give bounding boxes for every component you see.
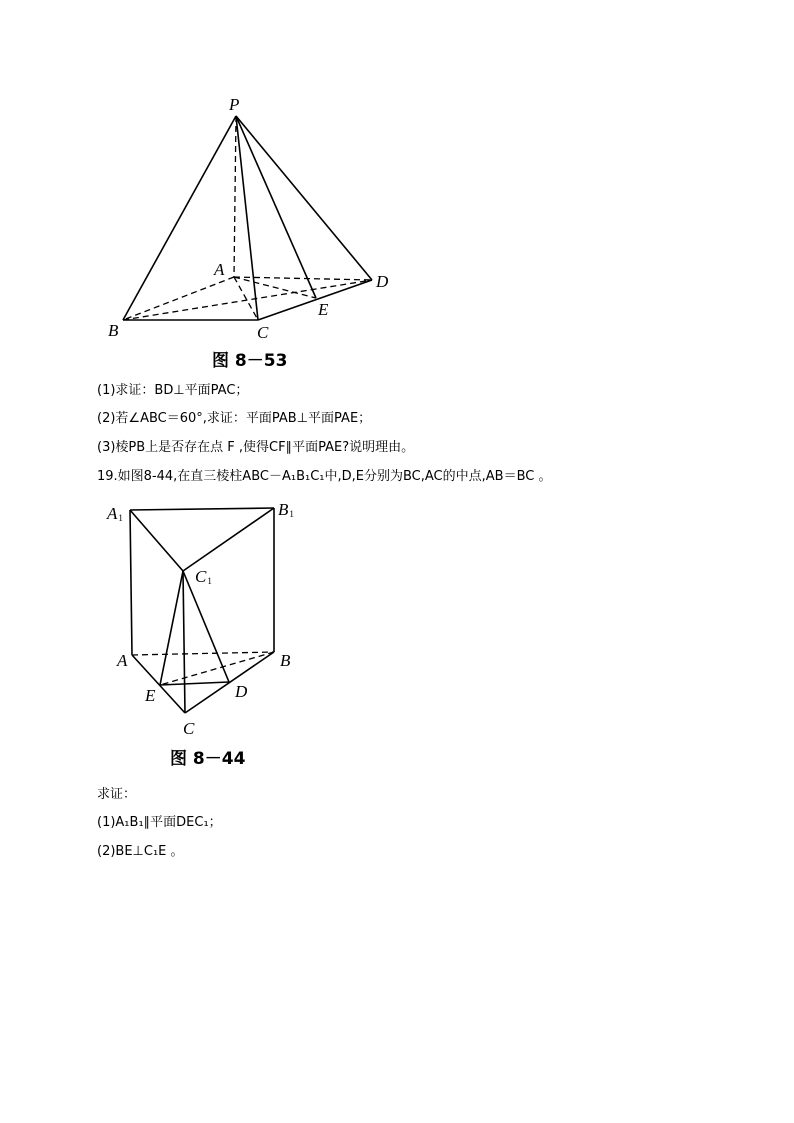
label-C: C bbox=[183, 719, 195, 738]
figure-caption: 图 8－53 bbox=[212, 351, 288, 371]
q19-part1: (1)A₁B₁∥平面DEC₁； bbox=[97, 815, 222, 830]
edge-B1C1 bbox=[183, 508, 274, 571]
label-E: E bbox=[318, 300, 329, 319]
edge-BC bbox=[185, 652, 274, 713]
label-D: D bbox=[235, 682, 248, 701]
q18-part3: (3)棱PB上是否存在点 F ,使得CF∥平面PAE?说明理由。 bbox=[97, 440, 415, 455]
figure-caption: 图 8－44 bbox=[170, 749, 246, 769]
edge-AA1 bbox=[130, 510, 132, 655]
edge-A1C1 bbox=[130, 510, 183, 571]
label-D: D bbox=[376, 272, 389, 291]
q19-stem: 19.如图8-44,在直三棱柱ABC－A₁B₁C₁中,D,E分别为BC,AC的中点,AB＝BC 。 bbox=[97, 469, 552, 484]
edge-BE bbox=[160, 652, 274, 685]
label-A1: A1 bbox=[107, 504, 123, 523]
figure-8-53 bbox=[95, 90, 415, 380]
edge-PD bbox=[236, 116, 372, 280]
edge-A1B1 bbox=[130, 508, 274, 510]
edge-C1D bbox=[183, 571, 229, 682]
label-A: A bbox=[214, 260, 225, 279]
q18-part1: (1)求证：BD⊥平面PAC； bbox=[97, 383, 249, 398]
edge-CD bbox=[258, 280, 372, 320]
edge-PC bbox=[236, 116, 258, 320]
q19-intro: 求证： bbox=[97, 787, 137, 802]
label-A: A bbox=[117, 651, 128, 670]
label-P: P bbox=[229, 95, 240, 114]
edge-PA bbox=[234, 116, 236, 277]
edge-AB bbox=[132, 652, 274, 655]
label-B: B bbox=[280, 651, 291, 670]
label-C: C bbox=[257, 323, 269, 342]
edge-PE bbox=[236, 116, 316, 298]
edge-PB bbox=[123, 116, 236, 320]
label-C1: C1 bbox=[195, 567, 212, 586]
q19-part2: (2)BE⊥C₁E 。 bbox=[97, 844, 184, 859]
edge-BD bbox=[123, 280, 372, 320]
edge-AE bbox=[234, 277, 316, 298]
label-E: E bbox=[145, 686, 156, 705]
q18-part2: (2)若∠ABC＝60°,求证：平面PAB⊥平面PAE； bbox=[97, 411, 372, 426]
edge-AD bbox=[234, 277, 372, 280]
label-B1: B1 bbox=[278, 500, 294, 519]
figure-8-44 bbox=[100, 495, 310, 775]
edge-CC1 bbox=[183, 571, 185, 713]
label-B: B bbox=[108, 321, 119, 340]
edge-C1E bbox=[160, 571, 183, 685]
edge-ED bbox=[160, 682, 229, 685]
edge-AB bbox=[123, 277, 234, 320]
